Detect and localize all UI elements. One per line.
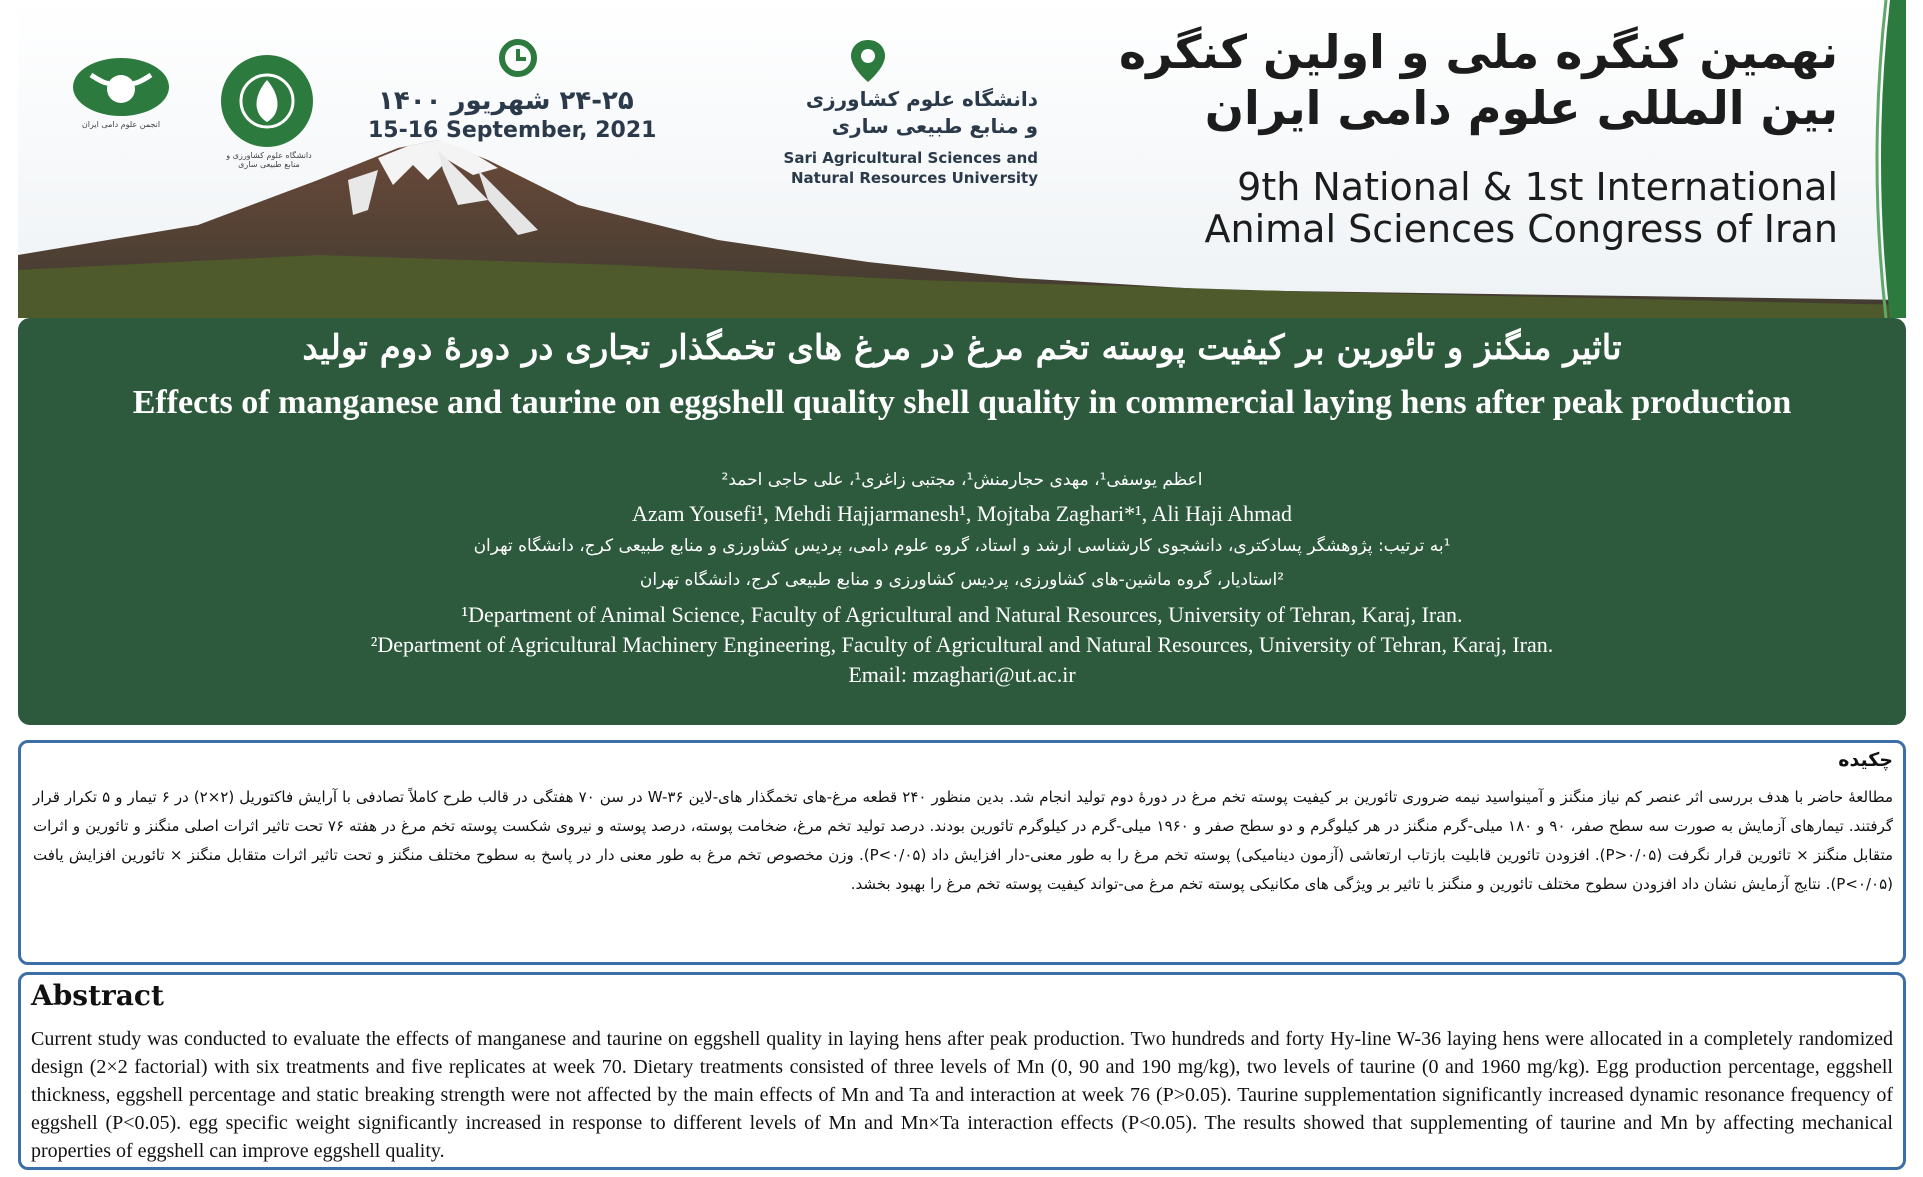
date-english: 15-16 September, 2021	[368, 118, 657, 143]
congress-title-en	[1058, 166, 1838, 250]
abstract-en-body: Current study was conducted to evaluate the effects of manganese and taurine on eggshell quality in laying hens after peak production. Two hundreds and forty Hy-line W-36 laying hens were allocated in a completely randomized design (2×2 factorial) with six treatments and five replicates at week 70. Dietary treatments consisted of three levels of Mn (0, 90 and 190 mg/kg), two levels of taurine (0 and 1960 mg/kg). Egg production percentage, eggshell thickness, eggshell percentage and static breaking strength were not affected by the main effects of Mn and Ta and interaction at week 76 (P>0.05). Taurine supplementation significantly increased dynamic resonance frequency of eggshell (P<0.05). egg specific weight significantly increased in response to different levels of Mn and Mn×Ta interaction effects (P<0.05). The results showed that supplementing of taurine and Mn by affecting mechanical properties of eggshell can improve eggshell quality.	[31, 1028, 1893, 1162]
university-en-line1: Sari Agricultural Sciences and	[783, 149, 1038, 167]
abstract-en-heading: Abstract	[31, 979, 164, 1012]
email-link[interactable]: Email: mzaghari@ut.ac.ir	[848, 662, 1076, 687]
authors-fa: اعظم یوسفی¹، مهدی حجارمنش¹، مجتبی زاغری¹، علی حاجی احمد²	[721, 470, 1203, 490]
logo1-caption: انجمن علوم دامی ایران	[81, 120, 161, 129]
congress-en-line2: Animal Sciences Congress of Iran	[1204, 207, 1838, 251]
authors-en: Azam Yousefi¹, Mehdi Hajjarmanesh¹, Mojtaba Zaghari*¹, Ali Haji Ahmad	[631, 501, 1293, 526]
location-pin-icon	[848, 38, 888, 84]
banner-decor-curve	[1872, 0, 1906, 318]
affiliation-en-2: ²Department of Agricultural Machinery Engineering, Faculty of Agricultural and Natural Resources, University of Tehran, Karaj, Iran.	[370, 632, 1554, 657]
logo2-caption: دانشگاه علوم کشاورزی و منابع طبیعی ساری	[226, 151, 312, 169]
leaf-drop-icon	[221, 55, 313, 147]
clock-icon	[486, 38, 550, 78]
university-name-fa	[718, 86, 1038, 140]
logo-animal-science-society	[73, 58, 169, 129]
university-fa-line1: دانشگاه علوم کشاورزی	[805, 87, 1038, 111]
paper-title-en: Effects of manganese and taurine on eggshell quality shell quality in commercial laying hens after peak production	[132, 384, 1792, 421]
affiliation-fa-1: ¹به ترتیب: پژوهشگر پسادکتری، دانشجوی کارشناسی ارشد و استاد، گروه علوم دامی، پردیس کشاورزی و منابع طبیعی کرج، دانشگاه تهران	[473, 536, 1451, 556]
university-en-line2: Natural Resources University	[790, 169, 1038, 187]
congress-fa-line2: بین المللی علوم دامی ایران	[1204, 81, 1838, 135]
congress-en-line1: 9th National & 1st International	[1237, 165, 1838, 209]
university-fa-line2: و منابع طبیعی ساری	[831, 114, 1038, 138]
logo-sari-university	[221, 55, 317, 169]
cow-head-icon	[73, 58, 169, 116]
abstract-fa-box	[18, 740, 1906, 965]
abstract-fa-body: مطالعۀ حاضر با هدف بررسی اثر عنصر کم نیاز منگنز و آمینواسید نیمه ضروری تائورین بر کیفیت پوسته تخم مرغ در دورۀ دوم تولید انجام شد. بدین منظور ۲۴۰ قطعه مرغ-های تخمگذار های-لاین W-۳۶ در سن ۷۰ هفتگی در قالب طرح کاملاً تصادفی با آرایش فاکتوریل (۲×۲) در ۶ تیمار و ۵ تکرار قرار گرفتند. تیمارهای آزمایش به صورت سه سطح صفر، ۹۰ و ۱۸۰ میلی-گرم منگنز در هر کیلوگرم و دو سطح صفر و ۱۹۶۰ میلی-گرم در کیلوگرم تائورین بودند. درصد تولید تخم مرغ، ضخامت پوسته، درصد پوسته و نیروی شکست پوسته تخم مرغ در هفته ۷۶ تحت تاثیر اثرات اصلی منگنز و تائورین و اثرات متقابل منگنز × تائورین قرار نگرفت (P>۰/۰۵). افزودن تائورین قابلیت بازتاب ارتعاشی (آزمون دینامیکی) پوسته تخم مرغ را به طور معنی-دار افزایش داد (P<۰/۰۵). وزن مخصوص تخم مرغ به طور معنی دار در پاسخ به سطوح مختلف منگنز و تحت تاثیر اثرات متقابل منگنز × تائورین افزایش یافت (P<۰/۰۵). نتایج آزمایش نشان داد افزودن سطوح مختلف تائورین و منگنز با تاثیر بر ویژگی های مکانیکی پوسته تخم مرغ می-تواند کیفیت پوسته تخم مرغ را بهبود بخشد.	[33, 788, 1894, 893]
date-persian: ۲۴-۲۵ شهریور ۱۴۰۰	[378, 86, 634, 116]
congress-banner	[18, 0, 1906, 318]
university-name-en	[718, 148, 1038, 188]
abstract-en-box	[18, 972, 1906, 1170]
congress-title-fa	[1058, 24, 1838, 136]
affiliation-fa-2: ²استادیار، گروه ماشین-های کشاورزی، پردیس کشاورزی و منابع طبیعی کرج، دانشگاه تهران	[639, 570, 1285, 590]
title-panel	[18, 318, 1906, 725]
congress-fa-line1: نهمین کنگره ملی و اولین کنگره	[1118, 25, 1838, 79]
abstract-fa-heading: چکیده	[1838, 749, 1893, 771]
affiliation-en-1: ¹Department of Animal Science, Faculty of Agricultural and Natural Resources, University of Tehran, Karaj, Iran.	[461, 602, 1463, 627]
paper-title-fa: تاثیر منگنز و تائورین بر کیفیت پوسته تخم مرغ در مرغ های تخمگذار تجاری در دورۀ دوم تولید	[302, 328, 1622, 368]
